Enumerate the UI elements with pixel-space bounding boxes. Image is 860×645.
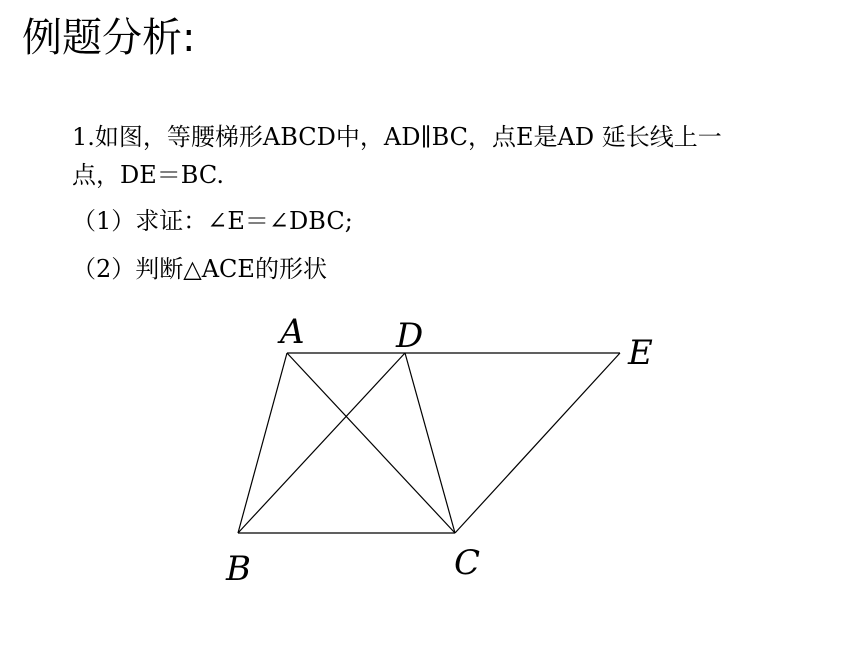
question-2: （2）判断△ACE的形状 [72, 255, 327, 283]
label-E: E [628, 333, 653, 373]
page-title: 例题分析: [22, 15, 196, 61]
question-1: （1）求证：∠E＝∠DBC; [72, 207, 353, 235]
label-A: A [280, 312, 305, 352]
problem-statement-line-2: 点，DE＝BC. [72, 161, 224, 189]
label-B: B [226, 549, 251, 589]
segment-CE [455, 353, 620, 533]
problem-statement-line-1: 1.如图，等腰梯形ABCD中，AD∥BC，点E是AD 延长线上一 [72, 123, 722, 151]
label-C: C [454, 543, 481, 583]
label-D: D [396, 316, 424, 356]
